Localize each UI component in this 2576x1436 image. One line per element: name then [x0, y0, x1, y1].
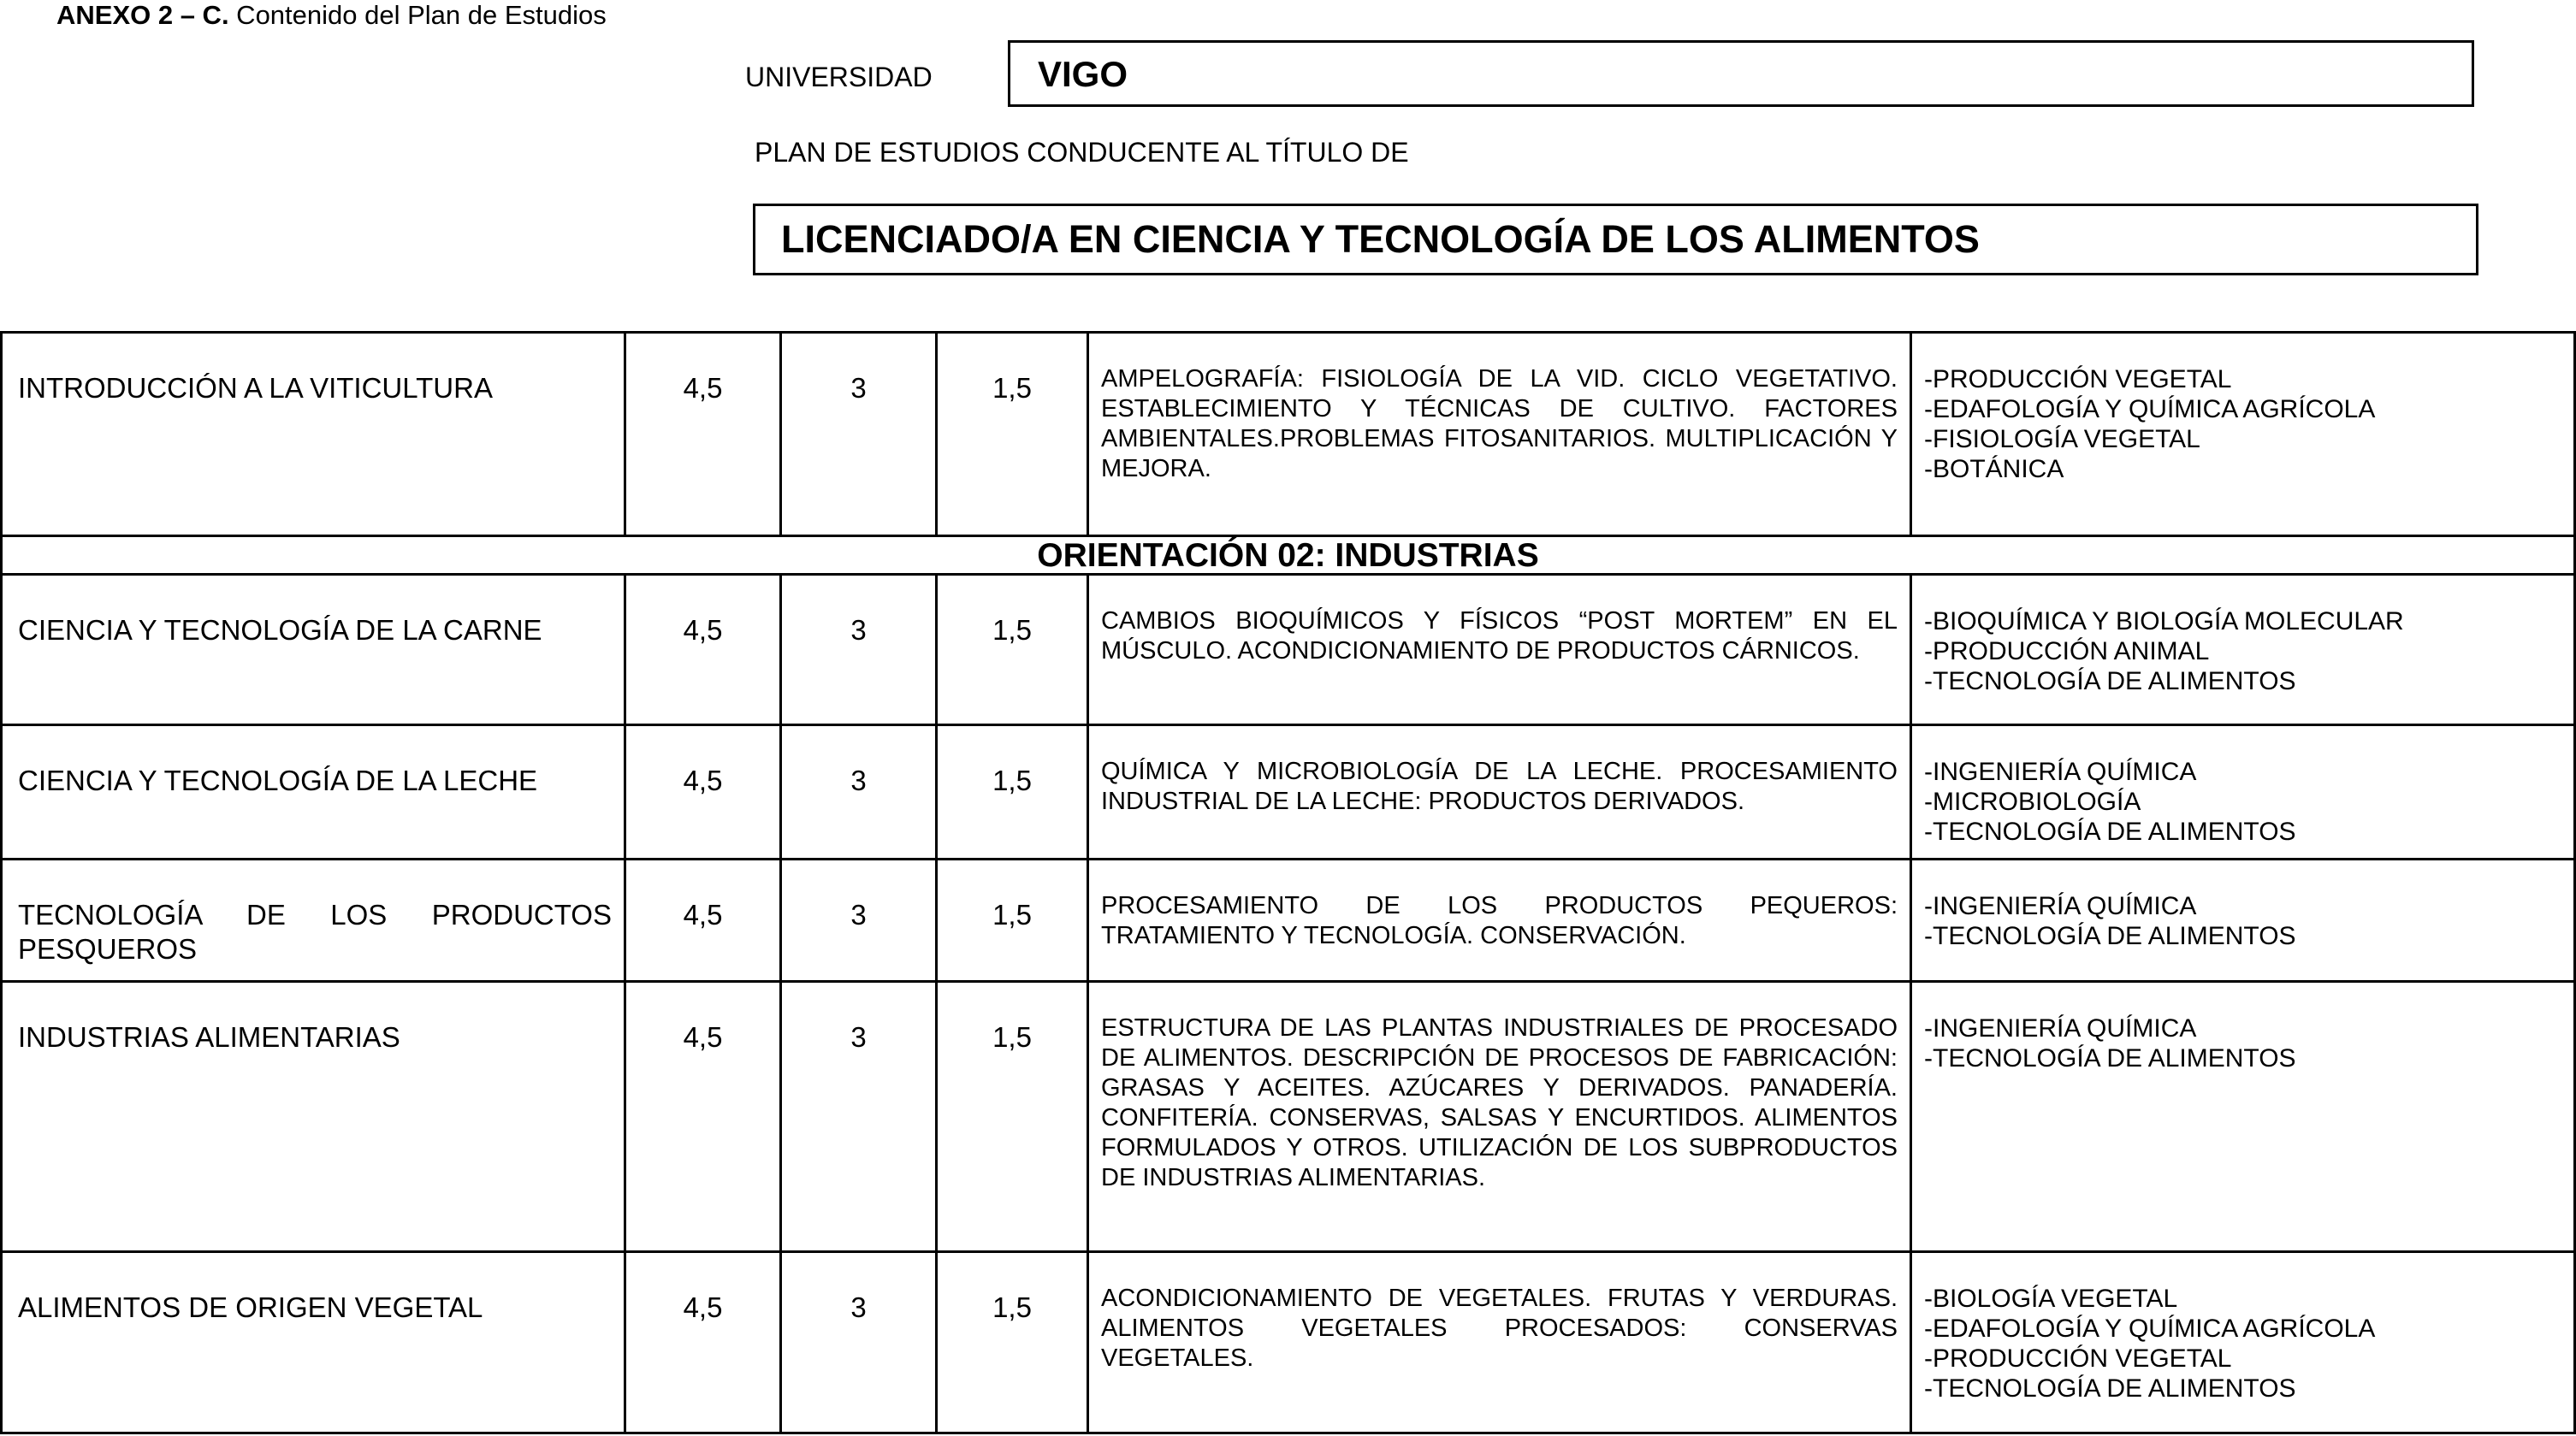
- area-item: -PRODUCCIÓN VEGETAL: [1924, 1344, 2232, 1373]
- practice-credits: 1,5: [937, 575, 1088, 725]
- annex-code: ANEXO 2 – C.: [56, 0, 229, 30]
- area-item: -PRODUCCIÓN ANIMAL: [1924, 637, 2210, 665]
- total-credits: 4,5: [625, 1252, 781, 1433]
- practice-credits: 1,5: [937, 333, 1088, 536]
- knowledge-areas: [1911, 982, 2575, 1252]
- subject-description: PROCESAMIENTO DE LOS PRODUCTOS PEQUEROS: TRATAMIENTO Y TECNOLOGÍA. CONSERVACIÓN.: [1088, 860, 1911, 982]
- theory-credits: 3: [781, 860, 937, 982]
- total-credits: 4,5: [625, 333, 781, 536]
- area-item: -PRODUCCIÓN VEGETAL: [1924, 365, 2232, 393]
- subject-description: QUÍMICA Y MICROBIOLOGÍA DE LA LECHE. PROCESAMIENTO INDUSTRIAL DE LA LECHE: PRODUCTOS DERIVADOS.: [1088, 725, 1911, 860]
- theory-credits: 3: [781, 333, 937, 536]
- practice-credits: 1,5: [937, 725, 1088, 860]
- curriculum-table: [0, 331, 2576, 1434]
- degree-title: LICENCIADO/A EN CIENCIA Y TECNOLOGÍA DE LOS ALIMENTOS: [753, 204, 2478, 275]
- area-item: -EDAFOLOGÍA Y QUÍMICA AGRÍCOLA: [1924, 395, 2376, 423]
- orientation-title: ORIENTACIÓN 02: INDUSTRIAS: [2, 536, 2575, 575]
- table-row: [2, 725, 2575, 860]
- area-item: -MICROBIOLOGÍA: [1924, 788, 2141, 816]
- subject-description: CAMBIOS BIOQUÍMICOS Y FÍSICOS “POST MORTEM” EN EL MÚSCULO. ACONDICIONAMIENTO DE PRODUCTOS CÁRNICOS.: [1088, 575, 1911, 725]
- subject-name: INTRODUCCIÓN A LA VITICULTURA: [2, 333, 625, 536]
- knowledge-areas: [1911, 1252, 2575, 1433]
- area-item: -TECNOLOGÍA DE ALIMENTOS: [1924, 922, 2296, 950]
- subject-name: INDUSTRIAS ALIMENTARIAS: [2, 982, 625, 1252]
- area-item: -INGENIERÍA QUÍMICA: [1924, 1014, 2197, 1043]
- theory-credits: 3: [781, 575, 937, 725]
- area-item: -TECNOLOGÍA DE ALIMENTOS: [1924, 1044, 2296, 1073]
- total-credits: 4,5: [625, 575, 781, 725]
- university-value: VIGO: [1008, 40, 2474, 107]
- area-item: -TECNOLOGÍA DE ALIMENTOS: [1924, 667, 2296, 695]
- practice-credits: 1,5: [937, 1252, 1088, 1433]
- subject-description: ACONDICIONAMIENTO DE VEGETALES. FRUTAS Y VERDURAS. ALIMENTOS VEGETALES PROCESADOS: CONSERVAS VEGETALES.: [1088, 1252, 1911, 1433]
- area-item: -BIOQUÍMICA Y BIOLOGÍA MOLECULAR: [1924, 607, 2404, 635]
- table-row: [2, 333, 2575, 536]
- theory-credits: 3: [781, 725, 937, 860]
- area-item: -TECNOLOGÍA DE ALIMENTOS: [1924, 1374, 2296, 1403]
- table-row: [2, 575, 2575, 725]
- total-credits: 4,5: [625, 860, 781, 982]
- orientation-row: [2, 536, 2575, 575]
- area-item: -INGENIERÍA QUÍMICA: [1924, 758, 2197, 786]
- subject-name: ALIMENTOS DE ORIGEN VEGETAL: [2, 1252, 625, 1433]
- practice-credits: 1,5: [937, 982, 1088, 1252]
- theory-credits: 3: [781, 982, 937, 1252]
- university-label: UNIVERSIDAD: [745, 62, 933, 92]
- knowledge-areas: [1911, 333, 2575, 536]
- total-credits: 4,5: [625, 725, 781, 860]
- practice-credits: 1,5: [937, 860, 1088, 982]
- subject-name: TECNOLOGÍA DE LOS PRODUCTOS PESQUEROS: [2, 860, 625, 982]
- area-item: -EDAFOLOGÍA Y QUÍMICA AGRÍCOLA: [1924, 1315, 2376, 1343]
- area-item: -BOTÁNICA: [1924, 455, 2064, 483]
- area-item: -BIOLOGÍA VEGETAL: [1924, 1285, 2178, 1313]
- table-row: [2, 860, 2575, 982]
- table-row: [2, 982, 2575, 1252]
- knowledge-areas: [1911, 575, 2575, 725]
- subject-description: ESTRUCTURA DE LAS PLANTAS INDUSTRIALES DE PROCESADO DE ALIMENTOS. DESCRIPCIÓN DE PROCESOS DE FABRICACIÓN: GRASAS Y ACEITES. AZÚCARES Y DERIVADOS. PANADERÍA. CONFITERÍA. CONSERVAS, SALSAS Y ENCURTIDOS. ALIMENTOS FORMULADOS Y OTROS. UTILIZACIÓN DE LOS SUBPRODUCTOS DE INDUSTRIAS ALIMENTARIAS.: [1088, 982, 1911, 1252]
- table-row: [2, 1252, 2575, 1433]
- annex-heading: [56, 0, 607, 31]
- subject-name: CIENCIA Y TECNOLOGÍA DE LA LECHE: [2, 725, 625, 860]
- area-item: -FISIOLOGÍA VEGETAL: [1924, 425, 2200, 453]
- subject-name: CIENCIA Y TECNOLOGÍA DE LA CARNE: [2, 575, 625, 725]
- area-item: -TECNOLOGÍA DE ALIMENTOS: [1924, 818, 2296, 846]
- knowledge-areas: [1911, 860, 2575, 982]
- knowledge-areas: [1911, 725, 2575, 860]
- plan-label: PLAN DE ESTUDIOS CONDUCENTE AL TÍTULO DE: [755, 137, 1409, 168]
- theory-credits: 3: [781, 1252, 937, 1433]
- area-item: -INGENIERÍA QUÍMICA: [1924, 892, 2197, 920]
- annex-text: Contenido del Plan de Estudios: [228, 0, 607, 30]
- subject-description: AMPELOGRAFÍA: FISIOLOGÍA DE LA VID. CICLO VEGETATIVO. ESTABLECIMIENTO Y TÉCNICAS DE CULTIVO. FACTORES AMBIENTALES.PROBLEMAS FITOSANITARIOS. MULTIPLICACIÓN Y MEJORA.: [1088, 333, 1911, 536]
- total-credits: 4,5: [625, 982, 781, 1252]
